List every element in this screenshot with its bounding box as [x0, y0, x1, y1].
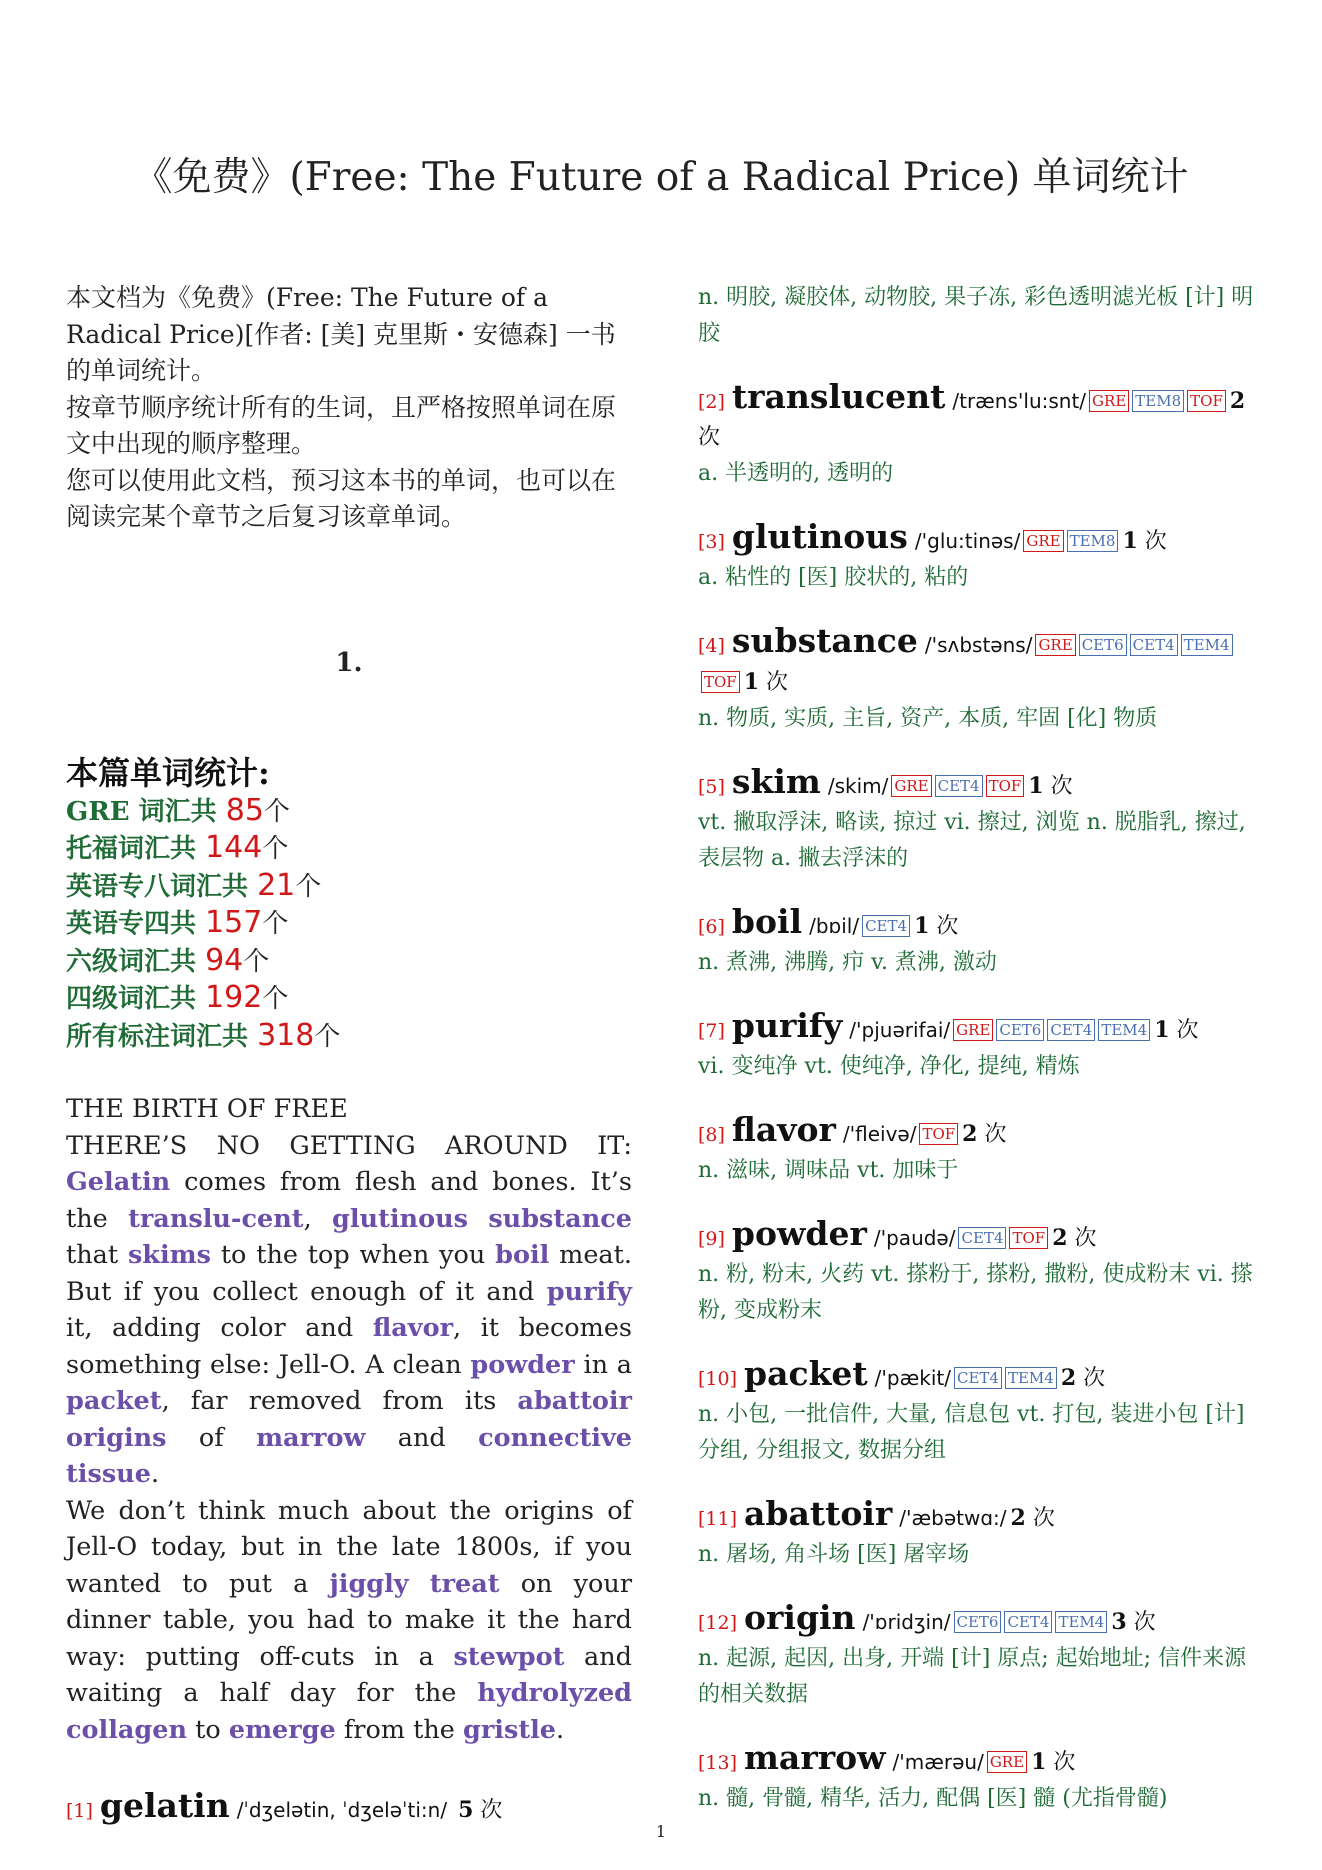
exam-tag: GRE: [987, 1751, 1027, 1773]
exam-tag: TEM4: [1181, 634, 1233, 656]
page-title: 《免费》(Free: The Future of a Radical Price) 单词统计: [133, 155, 1189, 200]
entry-definition: n. 滋味, 调味品 vt. 加味于: [698, 1158, 959, 1183]
stat-count: 85: [225, 792, 264, 828]
highlighted-word: powder: [470, 1349, 575, 1380]
intro-line-3: 您可以使用此文档，预习这本书的单词，也可以在阅读完某个章节之后复习该章单词。: [66, 465, 617, 531]
stat-count: 318: [257, 1017, 315, 1053]
stat-unit: 个: [262, 984, 289, 1014]
entry-definition: a. 半透明的, 透明的: [698, 461, 894, 486]
highlighted-word: stewpot: [453, 1641, 565, 1672]
entry-phonetic: /'pækit/: [874, 1366, 951, 1390]
intro: [66, 280, 632, 536]
text-run: it, adding color and: [66, 1313, 373, 1343]
exam-tag: CET4: [1130, 634, 1178, 656]
entry-head: [698, 519, 1266, 560]
stat-label: 六级词汇共: [66, 946, 206, 977]
stat-row: [66, 868, 632, 906]
word-entry: [698, 764, 1266, 877]
stat-count: 157: [205, 905, 263, 940]
stat-count: 144: [205, 830, 263, 865]
exam-tag: TOF: [1009, 1227, 1048, 1249]
entry-head: [698, 1496, 1266, 1537]
exam-tag: GRE: [953, 1019, 993, 1041]
exam-tag: TOF: [1187, 390, 1226, 412]
text-run: to the top when you: [211, 1240, 496, 1270]
section-heading: THE BIRTH OF FREE: [66, 1094, 348, 1124]
entry-count: 1: [1154, 1017, 1170, 1043]
entry-count: 2: [962, 1121, 978, 1147]
entry-definition: vi. 变纯净 vt. 使纯净, 净化, 提纯, 精炼: [698, 1054, 1080, 1079]
entry-definition: n. 起源, 起因, 出身, 开端 [计] 原点; 起始地址; 信件来源的相关数据: [698, 1646, 1247, 1707]
entry-index: [8]: [698, 1124, 725, 1146]
stat-row: [66, 980, 632, 1018]
entry-count-unit: 次: [1074, 1226, 1097, 1251]
text-body: [66, 1128, 632, 1749]
entry-definition: n. 小包, 一批信件, 大量, 信息包 vt. 打包, 装进小包 [计] 分组, 分组报文, 数据分组: [698, 1402, 1245, 1463]
highlighted-word: purify: [546, 1276, 632, 1307]
entry-head: [698, 764, 1266, 805]
entry-head: [698, 1740, 1266, 1781]
left-column: [66, 280, 632, 1829]
page-number: 1: [655, 1822, 667, 1841]
exam-tag: TEM8: [1067, 530, 1119, 552]
exam-tag: GRE: [1089, 390, 1129, 412]
exam-tag: TOF: [919, 1123, 958, 1145]
text-run: We don’t think much about the origins of Jell-O today, but in the late 1800s, if you wanted to put a: [66, 1495, 632, 1599]
text-run: that: [66, 1240, 128, 1270]
highlighted-word: marrow: [256, 1422, 366, 1453]
stat-row: [66, 905, 632, 943]
exam-tag: CET4: [1047, 1019, 1095, 1041]
entry-index: [11]: [698, 1508, 738, 1530]
text-run: of: [166, 1422, 257, 1453]
word-entry: [698, 519, 1266, 596]
stat-label: 英语专四共: [66, 909, 206, 939]
entry-definition: a. 粘性的 [医] 胶状的, 粘的: [698, 565, 969, 590]
entry-index: [10]: [698, 1368, 738, 1390]
stat-count: 192: [205, 980, 263, 1015]
entry-word: boil: [731, 902, 803, 941]
exam-tag: TEM8: [1132, 390, 1184, 412]
exam-tag: CET6: [996, 1019, 1044, 1041]
entry-count-unit: 次: [1176, 1018, 1199, 1043]
entry-word: abattoir: [744, 1494, 893, 1533]
entry-index: [1]: [66, 1800, 93, 1822]
entry-count-unit: 次: [766, 670, 789, 695]
entry-count-unit: 次: [936, 914, 959, 939]
entry-index: [5]: [698, 776, 725, 798]
entry-word: purify: [731, 1006, 843, 1045]
exam-tag: CET4: [1004, 1611, 1052, 1633]
entry-head: [698, 1008, 1266, 1049]
entry-phonetic: /'glu:tinəs/: [914, 529, 1021, 553]
entry-head: [698, 1216, 1266, 1257]
entry-index: [2]: [698, 391, 725, 413]
highlighted-word: glutinous: [332, 1203, 468, 1234]
highlighted-word: treat: [429, 1568, 500, 1599]
entry-phonetic: /'paudə/: [873, 1226, 956, 1250]
highlighted-word: collagen: [66, 1714, 188, 1745]
highlighted-word: jiggly: [329, 1568, 409, 1599]
exam-tag: CET4: [954, 1367, 1002, 1389]
entry-word: skim: [731, 762, 821, 801]
stat-unit: 个: [243, 946, 270, 977]
entry-phonetic: /bɒil/: [809, 914, 860, 938]
stat-label: 英语专八词汇共: [66, 871, 258, 902]
entry-count: 2: [1052, 1225, 1068, 1251]
entry-count-unit: 次: [698, 425, 721, 450]
text-run: to: [187, 1714, 229, 1745]
stat-count: 94: [205, 942, 244, 978]
exam-tag: GRE: [1023, 530, 1063, 552]
exam-tag: TOF: [701, 671, 740, 693]
word-entry: [698, 379, 1266, 492]
stats-list: [66, 793, 632, 1056]
entry-definition: n. 粉, 粉末, 火药 vt. 搽粉于, 搽粉, 撒粉, 使成粉末 vi. 搽粉, 变成粉末: [698, 1262, 1253, 1323]
exam-tag: GRE: [1035, 634, 1075, 656]
highlighted-word: boil: [495, 1240, 550, 1270]
text-run: from the: [335, 1714, 464, 1745]
entry-word: glutinous: [731, 517, 908, 556]
entry-definition: vt. 撇取浮沫, 略读, 掠过 vi. 擦过, 浏览 n. 脱脂乳, 擦过, 表层物 a. 撇去浮沫的: [698, 810, 1246, 871]
entry-index: [4]: [698, 635, 725, 657]
entry-head: [698, 623, 1266, 701]
entry-word: translucent: [731, 377, 946, 416]
highlighted-word: packet: [66, 1386, 162, 1416]
entry-phonetic: /'mærəu/: [892, 1750, 984, 1774]
text-run: .: [556, 1714, 565, 1745]
word-entry: [698, 1112, 1266, 1189]
entry-count-unit: 次: [1050, 774, 1073, 799]
entry-word: substance: [731, 621, 918, 660]
entry-phonetic: /'sʌbstəns/: [924, 633, 1033, 657]
entry-definition: n. 髓, 骨髓, 精华, 活力, 配偶 [医] 髓 (尤指骨髓): [698, 1786, 1168, 1811]
word-entry: [698, 1740, 1266, 1817]
entry-word: origin: [744, 1598, 856, 1637]
entry-head: [698, 1112, 1266, 1153]
exam-tag: TEM4: [1098, 1019, 1150, 1041]
intro-line-2: 按章节顺序统计所有的生词，且严格按照单词在原文中出现的顺序整理。: [66, 392, 617, 458]
word-entry: [698, 1008, 1266, 1085]
entry-head: [698, 1356, 1266, 1397]
entry-phonetic: /'pjuərifai/: [849, 1018, 951, 1042]
entry-word: flavor: [731, 1110, 836, 1149]
entry-count: 3: [1111, 1609, 1127, 1635]
entry-count: 1: [743, 669, 760, 695]
text-run: , far removed from its: [161, 1386, 518, 1416]
highlighted-word: translu-cent: [128, 1203, 304, 1234]
entry-word: powder: [731, 1214, 867, 1253]
entry-definition: n. 物质, 实质, 主旨, 资产, 本质, 牢固 [化] 物质: [698, 706, 1158, 731]
stat-count: 21: [257, 867, 296, 903]
entry-phonetic: /skim/: [827, 774, 889, 798]
word-entry: [698, 1600, 1266, 1713]
highlighted-word: origins: [66, 1422, 167, 1453]
highlighted-word: flavor: [372, 1313, 454, 1343]
entry-index: [13]: [698, 1752, 738, 1774]
text-run: ,: [303, 1203, 333, 1234]
exam-tag: CET6: [1079, 634, 1127, 656]
text-run: .: [150, 1459, 160, 1489]
word-entry: [698, 1496, 1266, 1573]
entry-phonetic: /'fleivə/: [842, 1122, 917, 1146]
text-run: [409, 1569, 430, 1599]
entry-index: [3]: [698, 531, 725, 553]
entry-count: 2: [1060, 1365, 1077, 1391]
highlighted-word: abattoir: [517, 1386, 632, 1416]
highlighted-word: Gelatin: [66, 1167, 171, 1197]
highlighted-word: substance: [488, 1203, 632, 1234]
exam-tag: CET4: [958, 1227, 1006, 1249]
entry-count-unit: 次: [984, 1122, 1007, 1147]
highlighted-word: connective: [478, 1422, 632, 1453]
word-entries: [698, 379, 1266, 1817]
text-run: THERE’S NO GETTING AROUND IT:: [66, 1130, 632, 1161]
stat-label: GRE 词汇共: [66, 796, 226, 827]
stat-label: 四级词汇共: [66, 984, 206, 1014]
stat-row: [66, 793, 632, 831]
exam-tag: TEM4: [1005, 1367, 1057, 1389]
stat-row: [66, 943, 632, 981]
entry-count: 1: [914, 913, 930, 939]
entry-index: [7]: [698, 1020, 725, 1042]
highlighted-word: hydrolyzed: [477, 1678, 632, 1708]
entry-word: packet: [744, 1354, 868, 1393]
stat-unit: 个: [295, 871, 322, 902]
entry-count-unit: 次: [1032, 1506, 1055, 1531]
stat-unit: 个: [262, 909, 289, 939]
word-entry: [698, 1216, 1266, 1329]
entry-word: marrow: [744, 1738, 886, 1777]
intro-line-1: 本文档为《免费》(Free: The Future of a Radical Price)[作者: [美] 克里斯・安德森] 一书的单词统计。: [66, 283, 616, 385]
highlighted-word: tissue: [66, 1459, 151, 1489]
word-entry: [698, 623, 1266, 737]
entry-phonetic: /træns'lu:snt/: [952, 389, 1087, 413]
entry-head: [698, 379, 1266, 456]
stat-label: 托福词汇共: [66, 834, 206, 864]
exam-tag: GRE: [891, 775, 931, 797]
stat-row: [66, 830, 632, 868]
text-run: [468, 1204, 488, 1234]
text-run: on your dinner table, you had to make it the hard way: putting off-cuts in a: [66, 1568, 633, 1672]
entry-count: 2: [1010, 1505, 1026, 1531]
right-column: [698, 280, 1266, 1844]
entry-count: 5: [458, 1797, 474, 1823]
highlighted-word: skims: [127, 1240, 211, 1270]
chapter-number: 1.: [335, 647, 363, 678]
exam-tag: TOF: [986, 775, 1025, 797]
entry-phonetic: /ˈdʒelətin, ˈdʒeləˈti:n/: [236, 1798, 448, 1822]
entry-head: [698, 904, 1266, 945]
highlighted-word: emerge: [228, 1714, 336, 1745]
stats-title: 本篇单词统计:: [66, 753, 270, 792]
entry-index: [12]: [698, 1612, 738, 1634]
entry-index: [6]: [698, 916, 725, 938]
text-run: and: [365, 1422, 479, 1453]
entry-index: [9]: [698, 1228, 725, 1250]
entry-definition: n. 煮沸, 沸腾, 疖 v. 煮沸, 激动: [698, 950, 997, 975]
entry-count-unit: 次: [1083, 1366, 1106, 1391]
entry-count: 1: [1031, 1749, 1047, 1775]
exam-tag: CET6: [954, 1611, 1002, 1633]
exam-tag: CET4: [862, 915, 910, 937]
exam-tag: TEM4: [1055, 1611, 1107, 1633]
gelatin-definition: n. 明胶, 凝胶体, 动物胶, 果子冻, 彩色透明滤光板 [计] 明胶: [698, 285, 1254, 346]
paragraph-2: [66, 1493, 632, 1749]
paragraph-1: [66, 1128, 632, 1493]
entry-count-unit: 次: [1133, 1610, 1156, 1635]
text-run: meat. But if you collect enough of it and: [66, 1240, 632, 1307]
exam-tag: CET4: [935, 775, 983, 797]
entry-word: gelatin: [99, 1786, 230, 1825]
stat-unit: 个: [263, 796, 290, 827]
word-entry: [698, 904, 1266, 981]
text-run: comes from flesh and bones. It’s the: [66, 1167, 632, 1234]
entry-count-unit: 次: [1053, 1750, 1076, 1775]
entry-count: 1: [1028, 773, 1044, 799]
entry-count-unit: 次: [480, 1798, 503, 1823]
word-entry: [698, 1356, 1266, 1469]
text-run: in a: [574, 1349, 632, 1380]
highlighted-word: gristle: [463, 1714, 557, 1745]
entry-count-unit: 次: [1144, 529, 1167, 554]
entry-head: [698, 1600, 1266, 1641]
stat-unit: 个: [314, 1021, 341, 1052]
entry-count: 2: [1229, 388, 1246, 414]
stat-unit: 个: [262, 834, 289, 864]
entry-phonetic: /'ɒridʒin/: [862, 1610, 951, 1634]
text-run: , it becomes something else: Jell-O. A clean: [66, 1313, 632, 1380]
entry-phonetic: /'æbətwɑ:/: [899, 1506, 1007, 1530]
entry-count: 1: [1122, 528, 1138, 554]
stat-label: 所有标注词汇共: [66, 1021, 258, 1052]
stat-row: [66, 1018, 632, 1056]
text-run: and waiting a half day for the: [66, 1641, 632, 1708]
entry-definition: n. 屠场, 角斗场 [医] 屠宰场: [698, 1542, 970, 1567]
